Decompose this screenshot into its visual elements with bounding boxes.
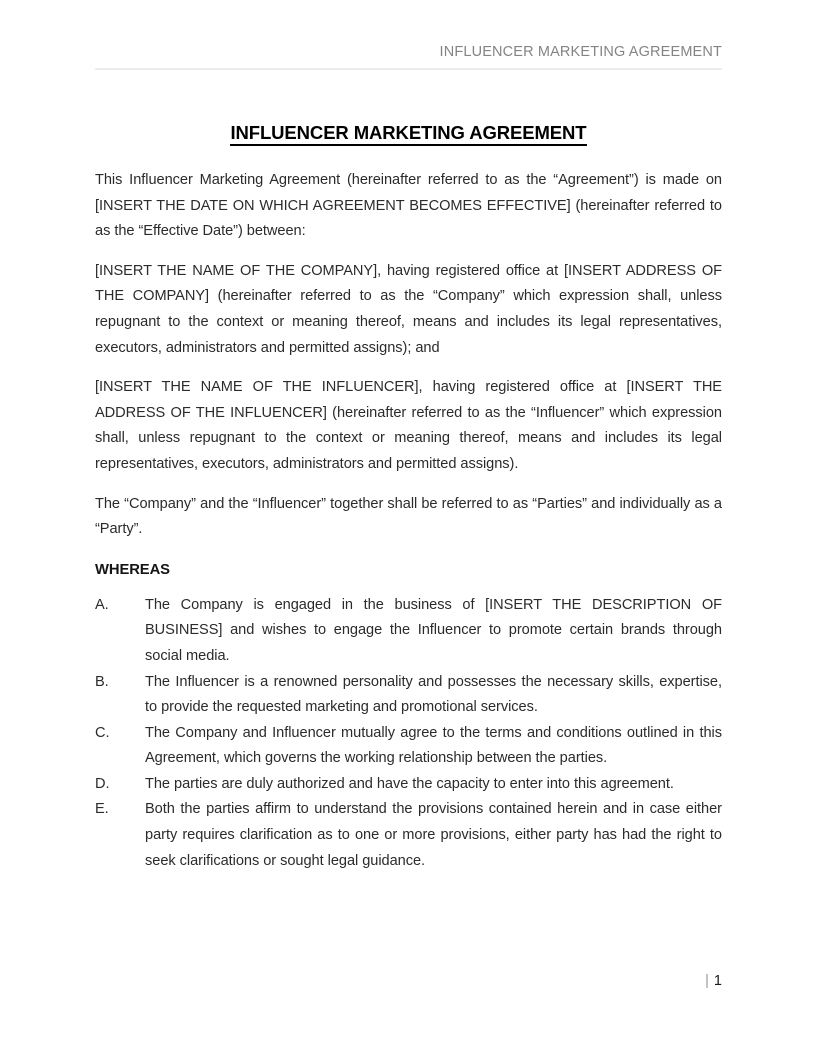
- list-item: [95, 593, 722, 670]
- running-header: [95, 42, 722, 62]
- list-item-text: The Company is engaged in the business of [INSERT THE DESCRIPTION OF BUSINESS] and wishes to engage the Influencer to promote certain brands through social media.: [145, 596, 722, 664]
- list-item: [95, 772, 722, 798]
- list-item-marker: D.: [95, 775, 110, 792]
- paragraph-company-party: [INSERT THE NAME OF THE COMPANY], having registered office at [INSERT ADDRESS OF THE COMPANY] (hereinafter referred to as the “Company” which expression shall, unless repugnant to the context or meaning thereof, means and includes its legal representatives, executors, administrators and permitted assigns); and: [95, 262, 722, 356]
- list-item-text: The parties are duly authorized and have the capacity to enter into this agreement.: [145, 775, 674, 792]
- footer-separator: |: [705, 973, 709, 989]
- running-header-title: INFLUENCER MARKETING AGREEMENT: [439, 44, 722, 60]
- page-title-text: INFLUENCER MARKETING AGREEMENT: [230, 122, 586, 146]
- document-body: [95, 120, 722, 874]
- header-divider-rule: [95, 68, 722, 70]
- paragraph-preamble: This Influencer Marketing Agreement (hereinafter referred to as the “Agreement”) is made on [INSERT THE DATE ON WHICH AGREEMENT BECOMES EFFECTIVE] (hereinafter referred to as the “Effective Date”) between:: [95, 172, 722, 240]
- list-item-marker: A.: [95, 596, 109, 613]
- list-item-marker: B.: [95, 673, 109, 690]
- list-item-text: The Company and Influencer mutually agree to the terms and conditions outlined in this Agreement, which governs the working relationship between the parties.: [145, 724, 722, 767]
- section-heading-whereas: WHEREAS: [95, 561, 170, 578]
- page-footer: [95, 970, 722, 992]
- list-item: [95, 797, 722, 874]
- list-item-text: The Influencer is a renowned personality and possesses the necessary skills, expertise, to provide the requested marketing and promotional services.: [145, 673, 722, 716]
- list-item-text: Both the parties affirm to understand the provisions contained herein and in case either party requires clarification as to one or more provisions, either party has had the right to seek clarifications or sought legal guidance.: [145, 801, 722, 869]
- page-title: [95, 120, 722, 146]
- paragraph-influencer-party: [INSERT THE NAME OF THE INFLUENCER], having registered office at [INSERT THE ADDRESS OF THE INFLUENCER] (hereinafter referred to as the “Influencer” which expression shall, unless repugnant to the context or meaning thereof, means and includes its legal representatives, executors, administrators and permitted assigns).: [95, 379, 722, 472]
- page-number: 1: [713, 973, 722, 989]
- list-item-marker: E.: [95, 801, 109, 818]
- recitals-list: [95, 593, 722, 875]
- list-item: [95, 721, 722, 772]
- list-item: [95, 670, 722, 721]
- list-item-marker: C.: [95, 724, 110, 741]
- paragraph-parties-definition: The “Company” and the “Influencer” together shall be referred to as “Parties” and individually as a “Party”.: [95, 495, 722, 538]
